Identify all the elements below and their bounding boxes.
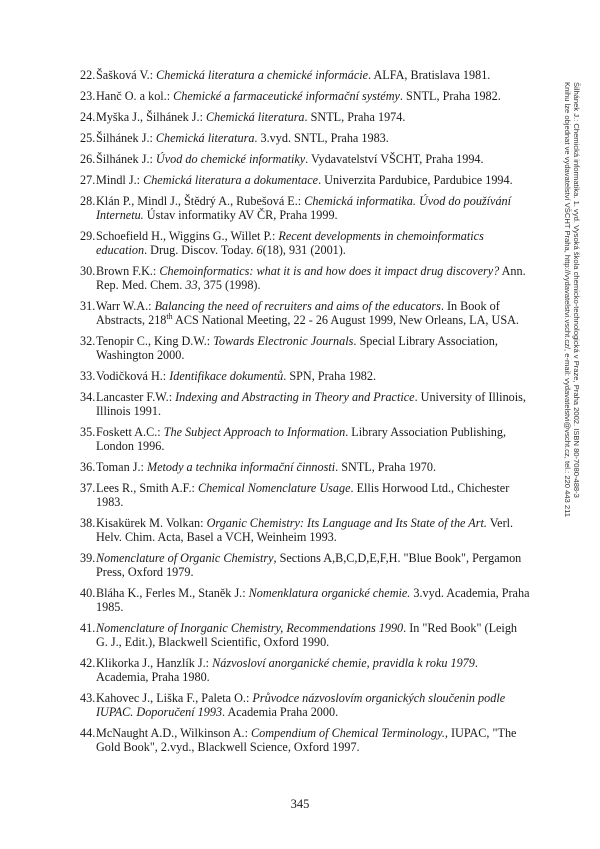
reference-title: Indexing and Abstracting in Theory and Practice — [175, 390, 415, 404]
reference-authors: McNaught A.D., Wilkinson A.: — [96, 726, 252, 740]
reference-authors: Brown F.K.: — [96, 264, 160, 278]
side-copyright-note — [563, 82, 580, 517]
reference-publisher: . ALFA, Bratislava 1981. — [368, 68, 491, 82]
reference-item — [80, 131, 530, 145]
reference-publisher: . Library Association Publishing, London 1996. — [96, 425, 506, 453]
reference-authors: Kahovec J., Liška F., Paleta O.: — [96, 691, 253, 705]
reference-title: The Subject Approach to Information — [163, 425, 346, 439]
reference-publisher: . Ellis Horwood Ltd., Chichester 1983. — [96, 481, 510, 509]
reference-item — [80, 369, 530, 383]
reference-authors: Bláha K., Ferles M., Staněk J.: — [96, 586, 249, 600]
reference-item — [80, 390, 530, 418]
reference-publisher: . In Book of Abstracts, 218 — [96, 299, 500, 327]
reference-title: Chemická literatura — [155, 131, 255, 145]
reference-item — [80, 691, 530, 719]
reference-number: 43. — [80, 691, 96, 705]
reference-publisher: . Academia, Praha 1980. — [96, 656, 478, 684]
reference-list — [80, 68, 530, 761]
reference-publisher: . University of Illinois, Illinois 1991. — [96, 390, 526, 418]
reference-number: 37. — [80, 481, 96, 495]
reference-publisher: . Drug. Discov. Today. — [144, 243, 257, 257]
reference-number: 35. — [80, 425, 96, 439]
reference-pages: , 375 (1998). — [197, 278, 261, 292]
reference-item — [80, 586, 530, 614]
reference-title: Názvosloví anorganické chemie, pravidla k roku 1979 — [212, 656, 475, 670]
reference-item — [80, 110, 530, 124]
reference-number: 36. — [80, 460, 96, 474]
reference-details: ACS National Meeting, 22 - 26 August 1999, New Orleans, LA, USA. — [172, 313, 519, 327]
reference-publisher: . SPN, Praha 1982. — [283, 369, 377, 383]
reference-authors: Šilhánek J.: — [96, 131, 156, 145]
reference-number: 41. — [80, 621, 96, 635]
reference-title: Identifikace dokumentů — [169, 369, 284, 383]
reference-publisher: . In "Red Book" (Leigh G. J., Edit.), Blackwell Scientific, Oxford 1990. — [96, 621, 518, 649]
reference-publisher: . Vydavatelství VŠCHT, Praha 1994. — [305, 152, 484, 166]
reference-publisher: , Sections A,B,C,D,E,F,H. "Blue Book", Pergamon Press, Oxford 1979. — [96, 551, 522, 579]
reference-item — [80, 68, 530, 82]
reference-authors: Foskett A.C.: — [96, 425, 164, 439]
reference-item — [80, 229, 530, 257]
reference-publisher: Ann. Rep. Med. Chem. — [96, 264, 526, 292]
reference-title: Balancing the need of recruiters and aims of the educators — [154, 299, 441, 313]
reference-authors: Kisakürek M. Volkan: — [96, 516, 207, 530]
reference-number: 23. — [80, 89, 96, 103]
reference-title: Chemická literatura a chemické informácie — [156, 68, 369, 82]
page-number: 345 — [290, 797, 310, 811]
reference-authors: Tenopir C., King D.W.: — [96, 334, 214, 348]
reference-title: Nomenklatura organické chemie. — [248, 586, 411, 600]
reference-title: Chemoinformatics: what it is and how does it impact drug discovery? — [159, 264, 500, 278]
reference-title: Chemická literatura a dokumentace — [143, 173, 319, 187]
reference-pages: (18), 931 (2001). — [262, 243, 346, 257]
reference-item — [80, 481, 530, 509]
reference-number: 39. — [80, 551, 96, 565]
reference-authors: Hanč O. a kol.: — [96, 89, 174, 103]
reference-number: 22. — [80, 68, 96, 82]
reference-volume: 6 — [256, 243, 263, 257]
reference-publisher: . Special Library Association, Washington 2000. — [96, 334, 498, 362]
reference-authors: Warr W.A.: — [96, 299, 155, 313]
reference-authors: Schoefield H., Wiggins G., Willet P.: — [96, 229, 279, 243]
reference-title: Chemická literatura — [206, 110, 305, 124]
reference-number: 31. — [80, 299, 96, 313]
reference-number: 28. — [80, 194, 96, 208]
reference-number: 32. — [80, 334, 96, 348]
reference-item — [80, 173, 530, 187]
reference-title: Chemical Nomenclature Usage — [197, 481, 351, 495]
reference-number: 26. — [80, 152, 96, 166]
reference-authors: Lancaster F.W.: — [96, 390, 176, 404]
reference-publisher: 3.vyd. Academia, Praha 1985. — [96, 586, 530, 614]
reference-publisher: . SNTL, Praha 1974. — [304, 110, 406, 124]
reference-number: 33. — [80, 369, 96, 383]
side-note-citation: Šilhánek J.: Chemická informatika. 1. vyd. Vysoká škola chemicko-technologická v Praze, Praha 2002. ISBN 80-7080-488-3 — [572, 82, 581, 498]
reference-number: 29. — [80, 229, 96, 243]
reference-authors: Šilhánek J.: — [96, 152, 156, 166]
reference-publisher: . SNTL, Praha 1982. — [399, 89, 501, 103]
reference-number: 27. — [80, 173, 96, 187]
reference-item — [80, 425, 530, 453]
reference-volume: 33 — [185, 278, 198, 292]
reference-authors: Klikorka J., Hanzlík J.: — [96, 656, 213, 670]
reference-number: 24. — [80, 110, 96, 124]
reference-number: 34. — [80, 390, 96, 404]
reference-number: 25. — [80, 131, 96, 145]
reference-authors: Lees R., Smith A.F.: — [96, 481, 198, 495]
reference-authors: Vodičková H.: — [96, 369, 170, 383]
reference-title: Metody a technika informační činnosti — [146, 460, 336, 474]
reference-title: Recent developments in chemoinformatics education — [96, 229, 484, 257]
reference-authors: Šašková V.: — [96, 68, 157, 82]
reference-item — [80, 460, 530, 474]
reference-publisher: Verl. Helv. Chim. Acta, Basel a VCH, Weinheim 1993. — [96, 516, 514, 544]
reference-number: 38. — [80, 516, 96, 530]
reference-item — [80, 334, 530, 362]
reference-title: Průvodce názvoslovím organických sloučenin podle IUPAC. Doporučení 1993 — [96, 691, 506, 719]
reference-title: Úvod do chemické informatiky — [155, 152, 306, 166]
reference-item — [80, 152, 530, 166]
reference-authors: Mindl J.: — [96, 173, 144, 187]
reference-publisher: . 3.vyd. SNTL, Praha 1983. — [254, 131, 389, 145]
side-note-ordering-info: Knihu lze objednat ve vydavatelství VŠCHT Praha, http://vydavatelstvi.vscht.cz/, e-mail: vydavatelstvi@vscht.cz, tel.: 220 443 211 — [563, 82, 573, 517]
reference-title: Towards Electronic Journals — [213, 334, 354, 348]
reference-title: Nomenclature of Organic Chemistry — [96, 551, 274, 565]
reference-publisher: . Academia Praha 2000. — [222, 705, 339, 719]
ordinal-superscript: th — [166, 312, 173, 321]
reference-publisher: . SNTL, Praha 1970. — [335, 460, 437, 474]
reference-authors: Toman J.: — [96, 460, 147, 474]
reference-number: 42. — [80, 656, 96, 670]
reference-item — [80, 264, 530, 292]
reference-authors: Klán P., Mindl J., Štědrý A., Rubešová E.: — [96, 194, 305, 208]
reference-number: 44. — [80, 726, 96, 740]
reference-item — [80, 299, 530, 327]
reference-number: 40. — [80, 586, 96, 600]
reference-item — [80, 726, 530, 754]
reference-title: Nomenclature of Inorganic Chemistry, Recommendations 1990 — [96, 621, 404, 635]
reference-publisher: , IUPAC, "The Gold Book", 2.vyd., Blackwell Science, Oxford 1997. — [96, 726, 517, 754]
reference-item — [80, 551, 530, 579]
reference-item — [80, 621, 530, 649]
reference-number: 30. — [80, 264, 96, 278]
reference-title: Organic Chemistry: Its Language and Its State of the Art. — [206, 516, 487, 530]
reference-item — [80, 516, 530, 544]
reference-item — [80, 89, 530, 103]
reference-item — [80, 656, 530, 684]
reference-authors: Myška J., Šilhánek J.: — [96, 110, 207, 124]
reference-item — [80, 194, 530, 222]
reference-publisher: . Univerzita Pardubice, Pardubice 1994. — [318, 173, 513, 187]
reference-title: Compendium of Chemical Terminology. — [251, 726, 445, 740]
reference-title: Chemická informatika. Úvod do používání Internetu. — [96, 194, 512, 222]
reference-publisher: Ústav informatiky AV ČR, Praha 1999. — [143, 208, 338, 222]
reference-title: Chemické a farmaceutické informační systémy — [173, 89, 400, 103]
